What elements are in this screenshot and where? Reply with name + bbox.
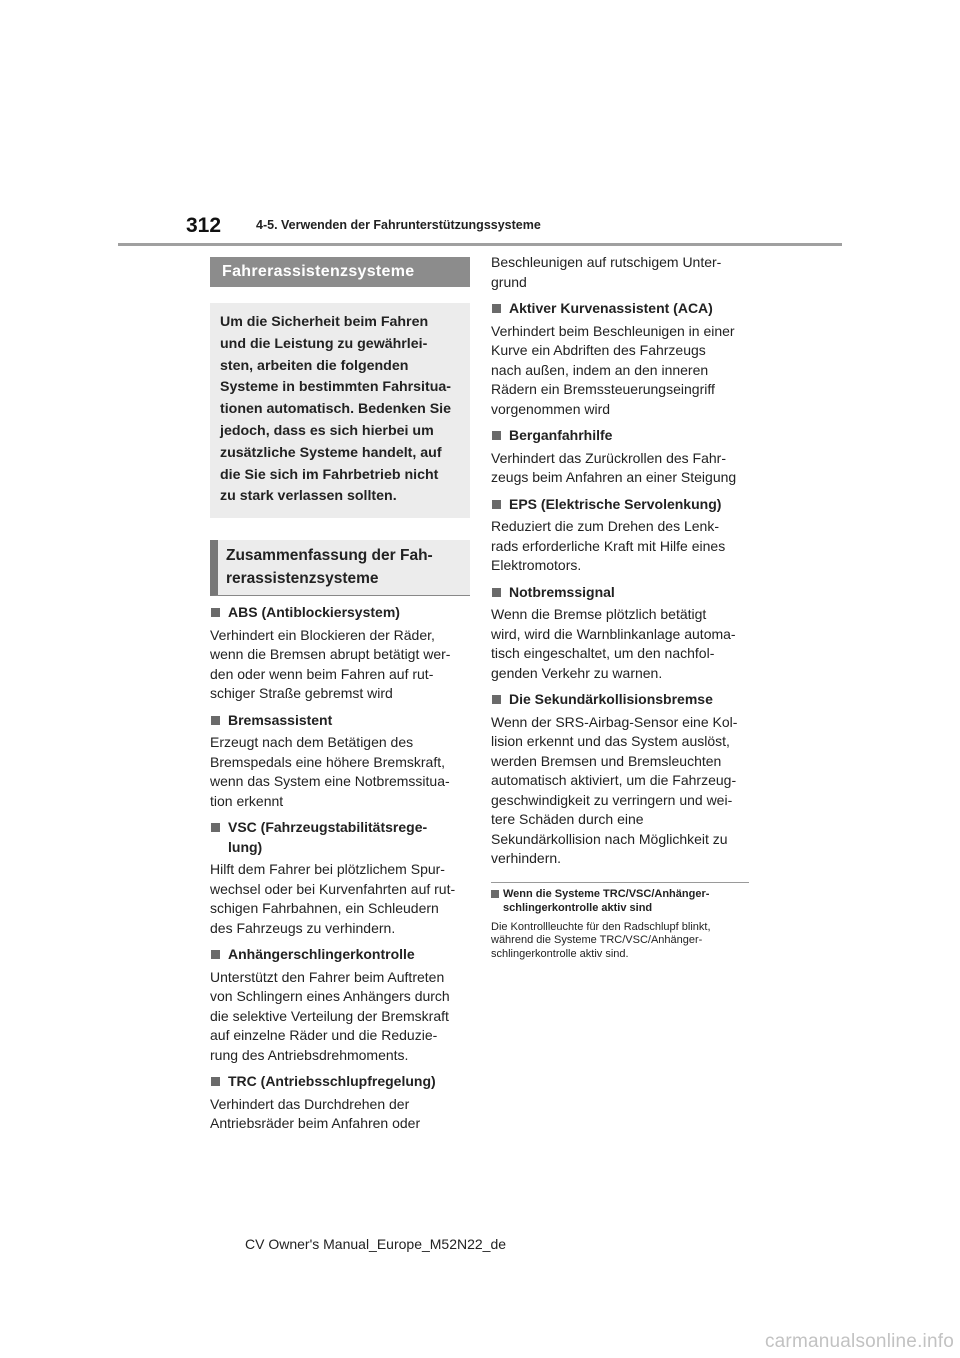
item-title-line: Die Sekundärkollisionsbremse [509, 691, 713, 707]
item-title-line: Bremsassistent [228, 711, 333, 728]
item-text-line: Wenn die Bremse plötzlich betätigt [491, 606, 707, 622]
item-text [210, 626, 470, 704]
item-text-line: Reduziert die zum Drehen des Lenk- [491, 518, 720, 534]
item-text-line: rung des Antriebsdrehmoments. [210, 1046, 409, 1063]
item-text [491, 605, 751, 683]
item-text-line: zeugs beim Anfahren an einer Steigung [491, 469, 737, 485]
item-title-line: EPS (Elektrische Servolenkung) [509, 495, 722, 512]
item-title-line: TRC (Antriebsschlupfregelung) [228, 1073, 436, 1090]
item-title-line: Aktiver Kurvenassistent (ACA) [509, 300, 713, 316]
item-text-line: tion erkennt [210, 792, 284, 809]
intro-line: zu stark verlassen sollten. [220, 488, 397, 505]
item-title [210, 818, 470, 857]
list-item [491, 495, 751, 576]
summary-heading [210, 540, 470, 596]
right-column [491, 253, 751, 961]
item-text-line: wechsel oder bei Kurvenfahrten auf rut- [210, 880, 456, 897]
item-text-line: wenn die Bremsen abrupt betätigt wer- [210, 646, 451, 663]
item-title-line: Anhängerschlingerkontrolle [228, 946, 415, 963]
item-text-line: wenn das System eine Notbremssitua- [210, 773, 450, 790]
item-text-line: schigen Fahrbahnen, ein Schleudern [210, 900, 439, 917]
item-text-line: Sekundärkollision nach Möglichkeit zu [491, 830, 728, 847]
note-title-line: Wenn die Systeme TRC/VSC/Anhänger- [503, 887, 710, 900]
right-items [491, 299, 751, 869]
list-item [491, 299, 751, 419]
item-title [491, 495, 751, 515]
item-title-line: Notbremssignal [509, 583, 615, 600]
item-text-line: vorgenommen wird [491, 400, 611, 417]
item-text-line: Kurve ein Abdriften des Fahrzeugs [491, 342, 706, 358]
item-text-line: Elektromotors. [491, 557, 582, 573]
footer: CV Owner's Manual_Europe_M52N22_de [245, 1236, 507, 1252]
item-text-line: schiger Straße gebremst wird [210, 685, 393, 702]
list-item [491, 426, 751, 488]
list-item [210, 711, 470, 812]
title-bar: Fahrerassistenzsysteme [210, 257, 470, 287]
item-text-line: Bremspedals eine höhere Bremskraft, [210, 753, 445, 770]
intro-line: zusätzliche Systeme handelt, auf [220, 444, 442, 461]
item-text-line: genden Verkehr zu warnen. [491, 664, 663, 681]
item-text-line: Hilft dem Fahrer bei plötzlichem Spur- [210, 861, 445, 878]
header-rule [118, 243, 842, 246]
item-text-line: Verhindert beim Beschleunigen in einer [491, 322, 735, 339]
list-item [491, 583, 751, 684]
item-text [491, 713, 751, 869]
item-text-line: Verhindert das Zurückrollen des Fahr- [491, 449, 726, 466]
list-item [210, 818, 470, 938]
item-text-line: des Fahrzeugs zu verhindern. [210, 919, 396, 936]
item-text [491, 322, 751, 420]
list-item [210, 1072, 470, 1134]
note-title [491, 887, 751, 915]
intro-line: jedoch, dass es sich hierbei um [220, 422, 434, 439]
list-item [491, 690, 751, 869]
item-text-line: Verhindert das Durchdrehen der [210, 1095, 410, 1112]
item-text-line: rads erforderliche Kraft mit Hilfe eines [491, 537, 726, 554]
item-title-line: Berganfahrhilfe [509, 427, 613, 443]
item-title [210, 1072, 470, 1092]
intro-line: sten, arbeiten die folgenden [220, 357, 409, 374]
item-text-line: Verhindert ein Blockieren der Räder, [210, 626, 435, 643]
item-title [210, 603, 470, 623]
item-text-line: die selektive Verteilung der Bremskraft [210, 1007, 449, 1024]
summary-heading-line: rerassistenzsysteme [226, 570, 379, 588]
item-text [210, 860, 470, 938]
item-text [210, 733, 470, 811]
item-text [210, 1095, 470, 1134]
note-divider [491, 882, 749, 883]
item-text-line: den oder wenn beim Fahren auf rut- [210, 665, 434, 682]
item-text-line: Unterstützt den Fahrer beim Auftreten [210, 968, 445, 985]
item-title-line: lung) [228, 838, 263, 855]
continuation-line: Beschleunigen auf rutschigem Unter- [491, 254, 722, 270]
continuation-line: grund [491, 273, 527, 290]
item-title [491, 583, 751, 603]
item-title [210, 711, 470, 731]
item-text-line: tere Schäden durch eine [491, 811, 644, 827]
item-title [491, 690, 751, 710]
note-text-line: während die Systeme TRC/VSC/Anhänger- [491, 934, 703, 946]
item-text-line: auf einzelne Räder und die Reduzie- [210, 1027, 438, 1044]
note-text [491, 921, 751, 962]
item-text-line: lision erkennt und das System auslöst, [491, 733, 730, 749]
item-text-line: Rädern ein Bremssteuerungseingriff [491, 381, 715, 397]
note-text-line: schlingerkontrolle aktiv sind. [491, 947, 629, 960]
item-text-line: von Schlingern eines Anhängers durch [210, 988, 450, 1005]
list-item [210, 603, 470, 704]
item-text-line: nach außen, indem an den inneren [491, 361, 709, 378]
item-title [491, 299, 751, 319]
item-text-line: Erzeugt nach dem Betätigen des [210, 734, 414, 751]
item-text-line: verhindern. [491, 850, 562, 866]
item-text-line: Antriebsräder beim Anfahren oder [210, 1115, 421, 1132]
note-title-line: schlingerkontrolle aktiv sind [503, 901, 653, 914]
intro-line: tionen automatisch. Bedenken Sie [220, 401, 451, 418]
item-title-line: VSC (Fahrzeugstabilitätsrege- [228, 819, 428, 836]
item-text-line: wird, wird die Warnblinkanlage automa- [491, 625, 736, 642]
continuation-text [491, 253, 751, 292]
left-column [210, 257, 470, 1134]
watermark: carmanualsonline.info [764, 1331, 954, 1352]
intro-line: Systeme in bestimmten Fahrsitua- [220, 379, 452, 396]
intro-line: und die Leistung zu gewährlei- [220, 335, 428, 352]
item-title [210, 945, 470, 965]
note-text-line: Die Kontrollleuchte für den Radschlupf blinkt, [491, 920, 711, 933]
summary-heading-line: Zusammenfassung der Fah- [226, 547, 433, 565]
item-text-line: geschwindigkeit zu verringern und wei- [491, 791, 733, 808]
item-text [210, 968, 470, 1066]
item-title-line: ABS (Antiblockiersystem) [228, 604, 400, 621]
intro-box [210, 303, 470, 518]
left-items [210, 603, 470, 1134]
item-title [491, 426, 751, 446]
intro-line: die Sie sich im Fahrbetrieb nicht [220, 466, 439, 483]
item-text [491, 449, 751, 488]
item-text-line: tisch eingeschaltet, um den nachfol- [491, 645, 715, 661]
list-item [210, 945, 470, 1065]
page-number: 312 [186, 214, 222, 237]
section-header: 4-5. Verwenden der Fahrunterstützungssysteme [256, 218, 541, 232]
item-text-line: Wenn der SRS-Airbag-Sensor eine Kol- [491, 713, 738, 730]
item-text-line: automatisch aktiviert, um die Fahrzeug- [491, 772, 737, 788]
item-text [491, 517, 751, 576]
item-text-line: werden Bremsen und Bremsleuchten [491, 752, 722, 769]
intro-line: Um die Sicherheit beim Fahren [220, 314, 429, 330]
